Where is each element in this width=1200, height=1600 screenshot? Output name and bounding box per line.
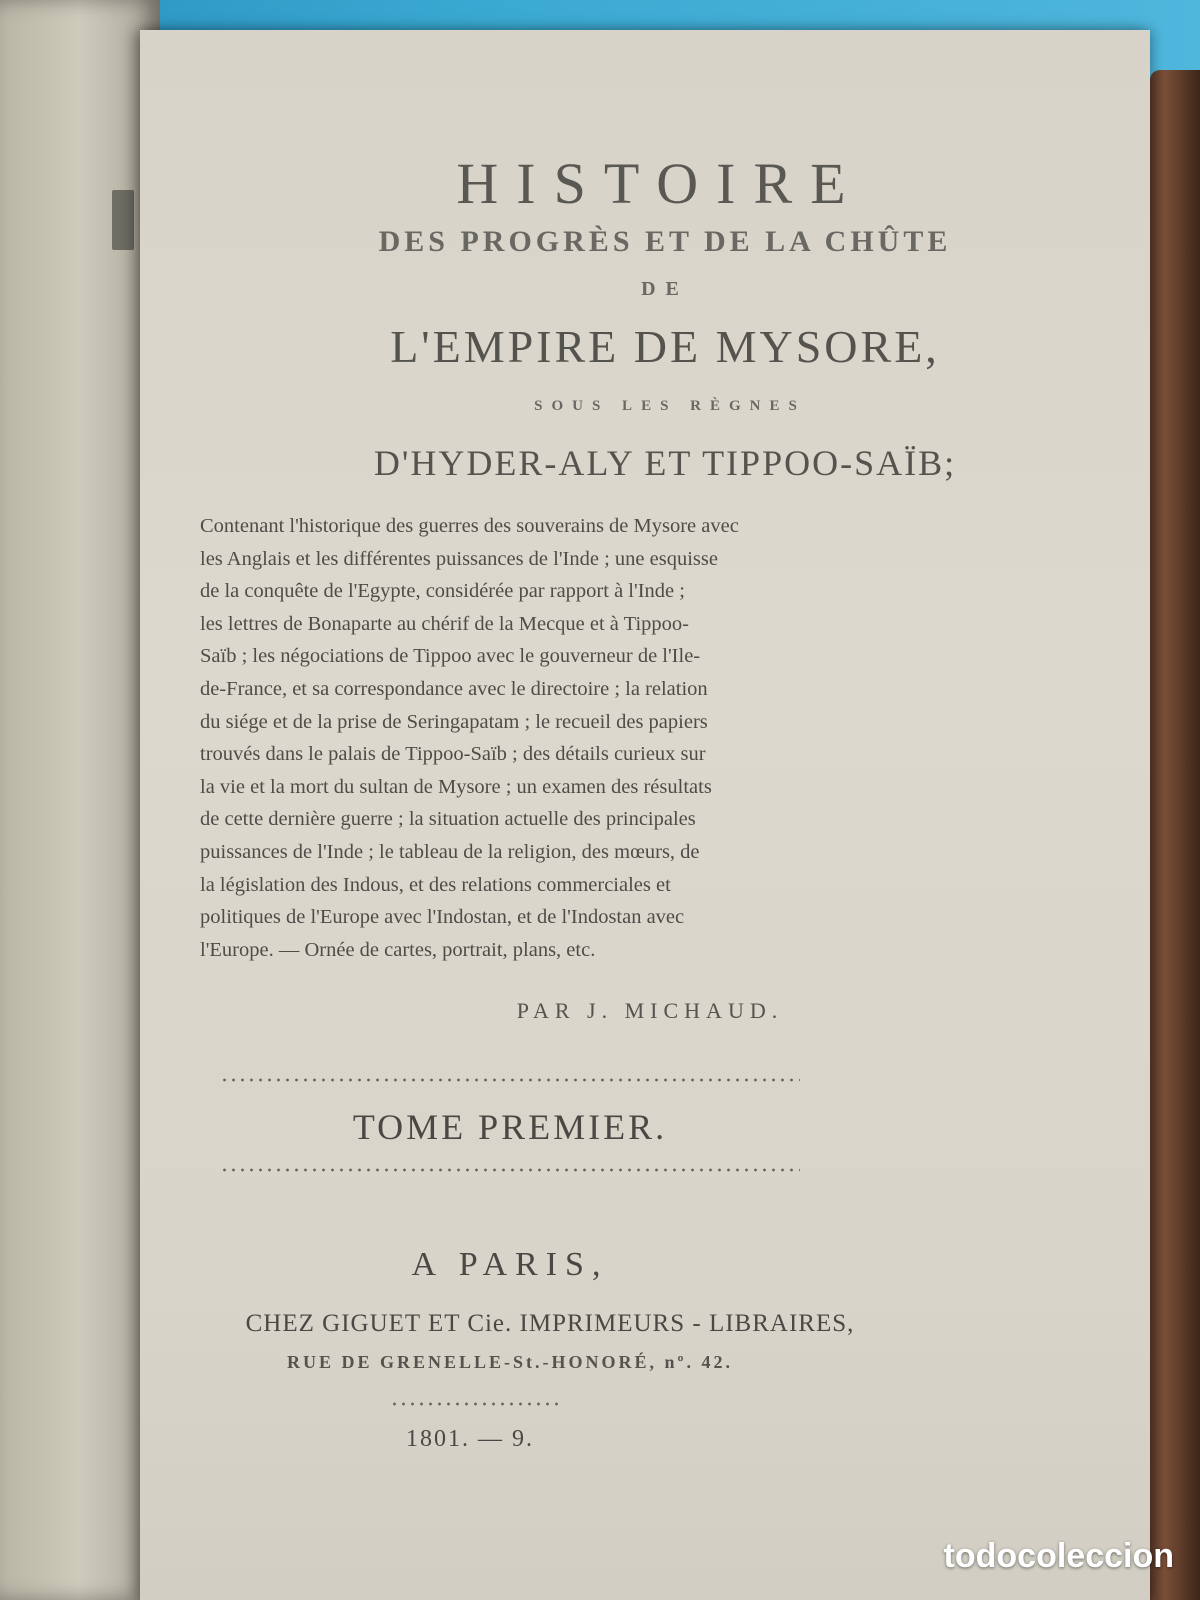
title-page <box>140 30 1150 1600</box>
subtitle-line-2: DE <box>641 278 689 300</box>
description-line: trouvés dans le palais de Tippoo-Saïb ; des détails curieux sur <box>200 743 706 766</box>
subtitle-line-1: DES PROGRÈS ET DE LA CHÛTE <box>378 225 952 258</box>
left-facing-page <box>0 0 160 1600</box>
description-line: politiques de l'Europe avec l'Indostan, et de l'Indostan avec <box>200 906 685 929</box>
description-line: la vie et la mort du sultan de Mysore ; un examen des résultats <box>200 775 712 798</box>
page-stain <box>112 190 134 250</box>
ornamental-rule <box>390 1400 560 1408</box>
imprint-year: 1801. — 9. <box>406 1426 534 1452</box>
contents-description <box>200 510 880 966</box>
book-title: HISTOIRE <box>456 151 864 216</box>
ornamental-rule <box>220 1076 800 1084</box>
description-line: les lettres de Bonaparte au chérif de la Mecque et à Tippoo- <box>200 612 689 635</box>
description-line: Saïb ; les négociations de Tippoo avec le gouverneur de l'Ile- <box>200 645 701 668</box>
description-line: de-France, et sa correspondance avec le directoire ; la relation <box>200 677 708 700</box>
description-line: l'Europe. — Ornée de cartes, portrait, plans, etc. <box>200 938 596 961</box>
imprint-publisher: CHEZ GIGUET ET Cie. IMPRIMEURS - LIBRAIRES, <box>245 1310 855 1337</box>
imprint-address: RUE DE GRENELLE-St.-HONORÉ, nº. 42. <box>287 1352 733 1372</box>
description-line: de la conquête de l'Egypte, considérée par rapport à l'Inde ; <box>200 580 685 603</box>
description-line: de cette dernière guerre ; la situation actuelle des principales <box>200 808 696 831</box>
description-line: puissances de l'Inde ; le tableau de la religion, des mœurs, de <box>200 840 700 863</box>
subtitle-line-3: L'EMPIRE DE MYSORE, <box>390 321 940 372</box>
description-line: Contenant l'historique des guerres des souverains de Mysore avec <box>200 515 739 537</box>
site-watermark: todocoleccion <box>943 1537 1174 1575</box>
ornamental-rule <box>220 1166 800 1174</box>
author-line: PAR J. MICHAUD. <box>516 998 784 1023</box>
volume-label: TOME PREMIER. <box>352 1107 668 1147</box>
subtitle-line-5: D'HYDER-ALY ET TIPPOO-SAÏB; <box>373 443 957 483</box>
description-line: les Anglais et les différentes puissances de l'Inde ; une esquisse <box>200 547 718 570</box>
description-line: la législation des Indous, et des relations commerciales et <box>200 873 671 896</box>
imprint-city: A PARIS, <box>411 1246 609 1283</box>
subtitle-line-4: SOUS LES RÈGNES <box>534 398 806 414</box>
adjacent-book-edge <box>1150 70 1200 1600</box>
description-line: du siége et de la prise de Seringapatam ; le recueil des papiers <box>200 710 708 733</box>
